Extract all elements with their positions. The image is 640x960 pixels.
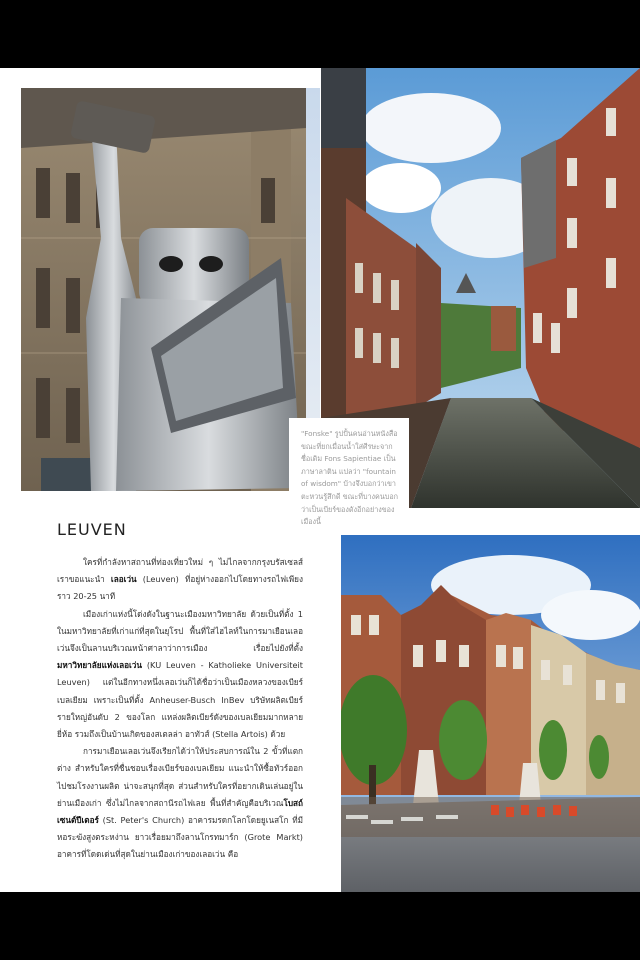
article-paragraph: ใครที่กำลังหาสถานที่ท่องเที่ยวใหม่ ๆ ไม่ไกลจากกรุงบรัสเซลส์ เราขอแนะนำ เลอเว่น (Leuven) ที่อยู่ห่างออกไปโดยทางรถไฟเพียงราว 20-25 นาที xyxy=(57,557,303,602)
fonske-statue-photo xyxy=(21,88,320,491)
magazine-page xyxy=(0,68,640,892)
page-title: LEUVEN xyxy=(57,520,127,539)
grote-markt-photo xyxy=(341,535,640,892)
highlight-st-peters: โบสถ์เซนต์ปีเตอร์ xyxy=(57,797,303,826)
article-body xyxy=(57,554,303,864)
article-paragraph: การมาเยือนเลอเว่นจึงเรียกได้ว่าให้ประสบการณ์ใน 2 ขั้วที่แตกต่าง สำหรับใครที่ชื่นชอบเรื่องเบียร์ของเบลเยียม แนะนำให้ซื้อทัวร์ออกไปชมโรงงานผลิต น่าจะสนุกที่สุด ส่วนสำหรับใครที่อยากเดินเล่นอยู่ในย่านเมืองเก่า ซึ่งไม่ไกลจากสถานีรถไฟเลย พื้นที่สำคัญคือบริเวณโบสถ์เซนต์ปีเตอร์ (St. Peter's Church) อาคารมรดกโลกโดยยูเนสโก ที่มีหอระฆังสูงตระหง่าน ยาวเรื่อยมาถึงลานโกรทมาร์ก (Grote Markt) อาคารที่โดดเด่นที่สุดในย่านเมืองเก่าของเลอเว่น คือ xyxy=(57,746,303,860)
highlight-leuven: เลอเว่น xyxy=(110,574,137,585)
article-paragraph: เมืองเก่าแห่งนี้โด่งดังในฐานะเมืองมหาวิทยาลัย ด้วยเป็นที่ตั้ง 1 ในมหาวิทยาลัยที่เก่าแก่ที่สุดในยุโรป พื้นที่ใส่ไฮไลท์ในการมาเยือนเลอเว่นจึงเป็นลานบริเวณหน้าศาลาว่าการเมือง เรื่อยไปยังที่ตั้งมหาวิทยาลัยแห่งเลอเว่น (KU Leuven - Katholieke Universiteit Leuven) แต่ในอีกทางหนึ่งเลอเว่นก็ได้ชื่อว่าเป็นเมืองหลวงของเบียร์เบลเยียม เพราะเป็นที่ตั้ง Anheuser-Busch InBev บริษัทผลิตเบียร์รายใหญ่อันดับ 2 ของโลก แหล่งผลิตเบียร์ดังของเบลเยียมมากหลายยี่ห้อ รวมถึงเป็นบ้านเกิดของสเตลล่า อาทัวส์ (Stella Artois) ด้วย xyxy=(57,608,303,740)
highlight-university: มหาวิทยาลัยแห่งเลอเว่น xyxy=(57,660,142,671)
photo-caption: "Fonske" รูปปั้นคนอ่านหนังสือขณะที่ยกเมื่อนน้ำใส่ศีรษะจากชื่อเดิม Fons Sapientiae เป็นภาษาลาติน แปลว่า "fountain of wisdom" บ้างจึงบอกว่าเขาตะหวนรู้สึกดี ขณะที่บางคนบอกว่าเป็นเบียร์ของดังอีกอย่างของเมืองนี้ xyxy=(289,418,409,546)
